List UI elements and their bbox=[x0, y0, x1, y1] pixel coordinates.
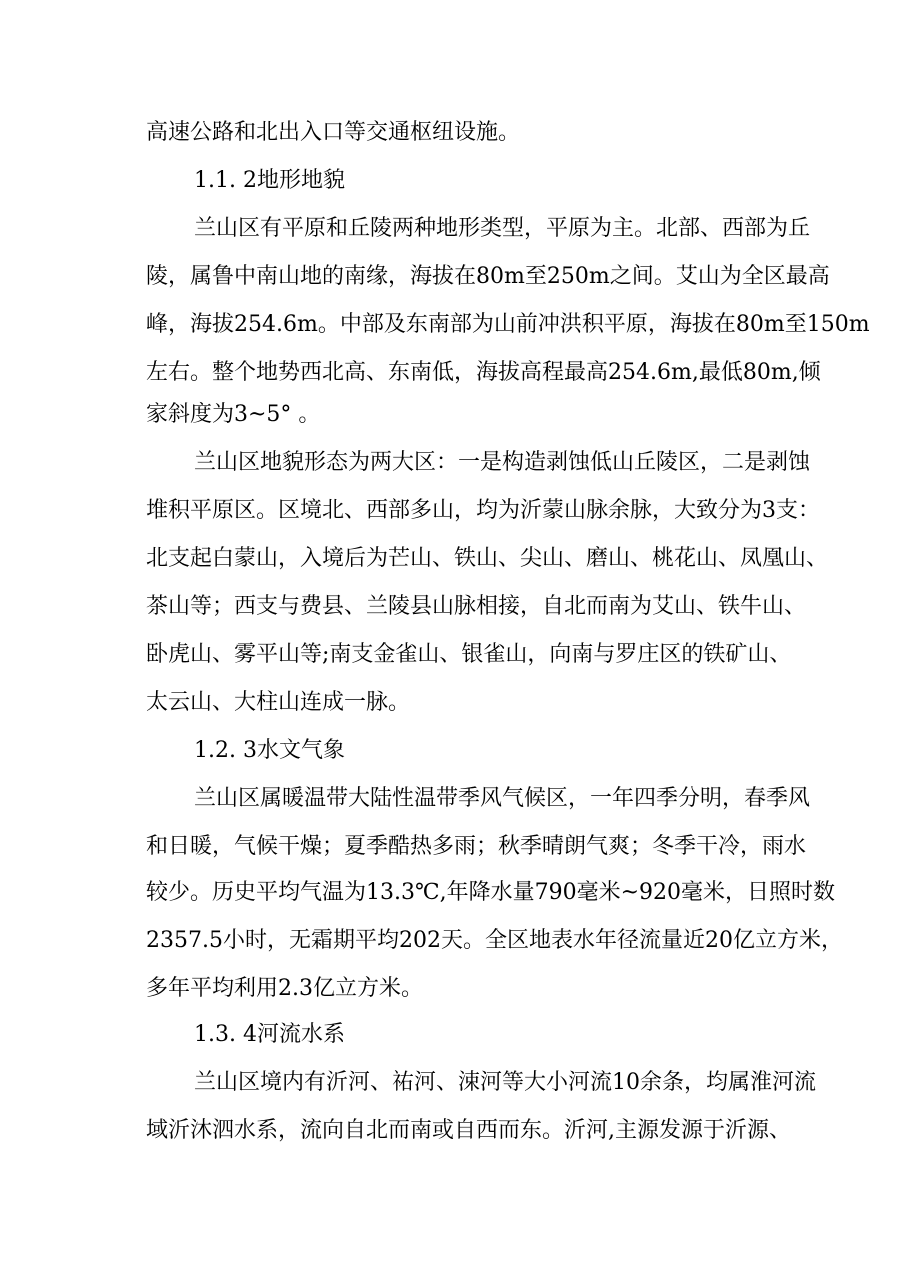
paragraph-landform-line-6: 太云山、大柱山连成一脉。 bbox=[146, 690, 411, 715]
paragraph-terrain-line-2: 陵，属鲁中南山地的南缘，海拔在80m至250m之间。艾山为全区最高 bbox=[146, 264, 830, 289]
paragraph-terrain-line-4: 左右。整个地势西北高、东南低，海拔高程最高254.6m,最低80m,倾 bbox=[146, 360, 821, 385]
paragraph-rivers-line-1: 兰山区境内有沂河、祐河、涑河等大小河流10余条，均属淮河流 bbox=[194, 1070, 816, 1095]
paragraph-terrain-line-3: 峰，海拔254.6m。中部及东南部为山前冲洪积平原，海拔在80m至150m bbox=[146, 312, 870, 337]
paragraph-terrain-line-1: 兰山区有平原和丘陵两种地形类型，平原为主。北部、西部为丘 bbox=[194, 216, 811, 241]
paragraph-climate-line-5: 多年平均利用2.3亿立方米。 bbox=[146, 976, 423, 1001]
paragraph-landform-line-4: 茶山等；西支与费县、兰陵县山脉相接，自北而南为艾山、铁牛山、 bbox=[146, 594, 807, 619]
paragraph-landform-line-3: 北支起白蒙山，入境后为芒山、铁山、尖山、磨山、桃花山、凤凰山、 bbox=[146, 546, 829, 571]
paragraph-climate-line-2: 和日暖，气候干燥；夏季酷热多雨；秋季晴朗气爽；冬季干冷，雨水 bbox=[146, 834, 807, 859]
paragraph-climate-line-4: 2357.5小时，无霜期平均202天。全区地表水年径流量近20亿立方米， bbox=[146, 928, 843, 953]
paragraph-landform-line-1: 兰山区地貌形态为两大区：一是构造剥蚀低山丘陵区，二是剥蚀 bbox=[194, 450, 811, 475]
section-heading-terrain: 1.1. 2地形地貌 bbox=[194, 168, 345, 193]
section-heading-climate: 1.2. 3水文气象 bbox=[194, 738, 345, 763]
paragraph-terrain-line-5: 家斜度为3~5° 。 bbox=[146, 402, 321, 427]
paragraph-climate-line-3: 较少。历史平均气温为13.3℃,年降水量790毫米~920毫米，日照时数 bbox=[146, 880, 836, 905]
paragraph-climate-line-1: 兰山区属暖温带大陆性温带季风气候区，一年四季分明，春季风 bbox=[194, 786, 811, 811]
paragraph-landform-line-2: 堆积平原区。区境北、西部多山，均为沂蒙山脉余脉，大致分为3支： bbox=[146, 498, 820, 523]
section-heading-rivers: 1.3. 4河流水系 bbox=[194, 1022, 345, 1047]
text-line-continuation: 高速公路和北出入口等交通枢纽设施。 bbox=[146, 120, 521, 145]
paragraph-rivers-line-2: 域沂沐泗水系，流向自北而南或自西而东。沂河,主源发源于沂源、 bbox=[146, 1118, 791, 1143]
paragraph-landform-line-5: 卧虎山、雾平山等;南支金雀山、银雀山，向南与罗庄区的铁矿山、 bbox=[146, 642, 792, 667]
